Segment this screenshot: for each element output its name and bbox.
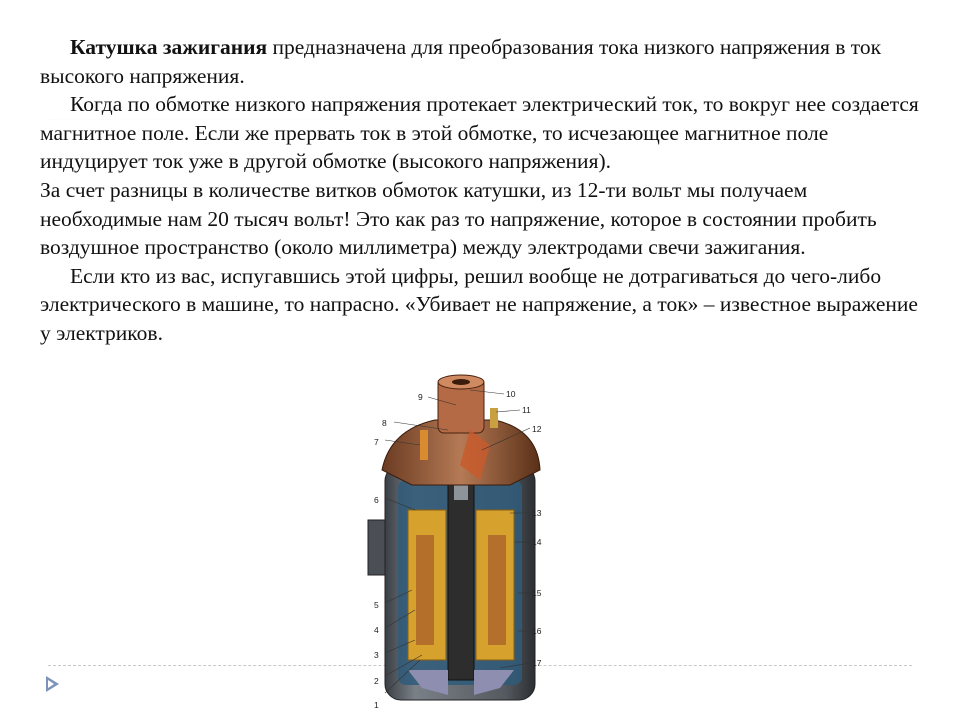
slide-text: [40, 33, 925, 348]
label-3: 3: [374, 650, 379, 660]
label-5: 5: [374, 600, 379, 610]
label-13: 13: [532, 508, 542, 518]
label-6: 6: [374, 495, 379, 505]
paragraph-safety: Если кто из вас, испугавшись этой цифры, решил вообще не дотрагиваться до чего-либо электрического в машине, то напрасно. «Убивает не напряжение, а ток» – известное выражение у электриков.: [40, 263, 918, 345]
label-2: 2: [374, 676, 379, 686]
paragraph-definition: Катушка зажигания предназначена для преобразования тока низкого напряжения в ток высокого напряжения.: [40, 35, 882, 88]
label-14: 14: [532, 537, 542, 547]
label-8: 8: [382, 418, 387, 428]
ignition-coil-diagram: [360, 370, 570, 720]
label-11: 11: [522, 405, 531, 415]
magnetic-core: [448, 480, 474, 680]
next-slide-arrow-icon[interactable]: [46, 676, 59, 692]
label-7: 7: [374, 437, 379, 447]
paragraph-magnetic-field: Когда по обмотке низкого напряжения протекает электрический ток, то вокруг нее создается магнитное поле. Если же прервать ток в этой обмотке, то исчезающее магнитное поле индуцирует ток уже в другой обмотке (высокого напряжения).: [40, 92, 919, 174]
label-4: 4: [374, 625, 379, 635]
label-9: 9: [418, 392, 423, 402]
label-16: 16: [532, 626, 542, 636]
label-17: 17: [532, 658, 542, 668]
label-1: 1: [374, 700, 379, 710]
label-12: 12: [532, 424, 542, 434]
label-15: 15: [532, 588, 542, 598]
paragraph-voltage: За счет разницы в количестве витков обмоток катушки, из 12-ти вольт мы получаем необходимые нам 20 тысяч вольт! Это как раз то напряжение, которое в состоянии пробить воздушное пространство (около миллиметра) между электродами свечи зажигания.: [40, 177, 877, 260]
term-ignition-coil: Катушка зажигания: [70, 35, 268, 59]
label-10: 10: [506, 389, 516, 399]
